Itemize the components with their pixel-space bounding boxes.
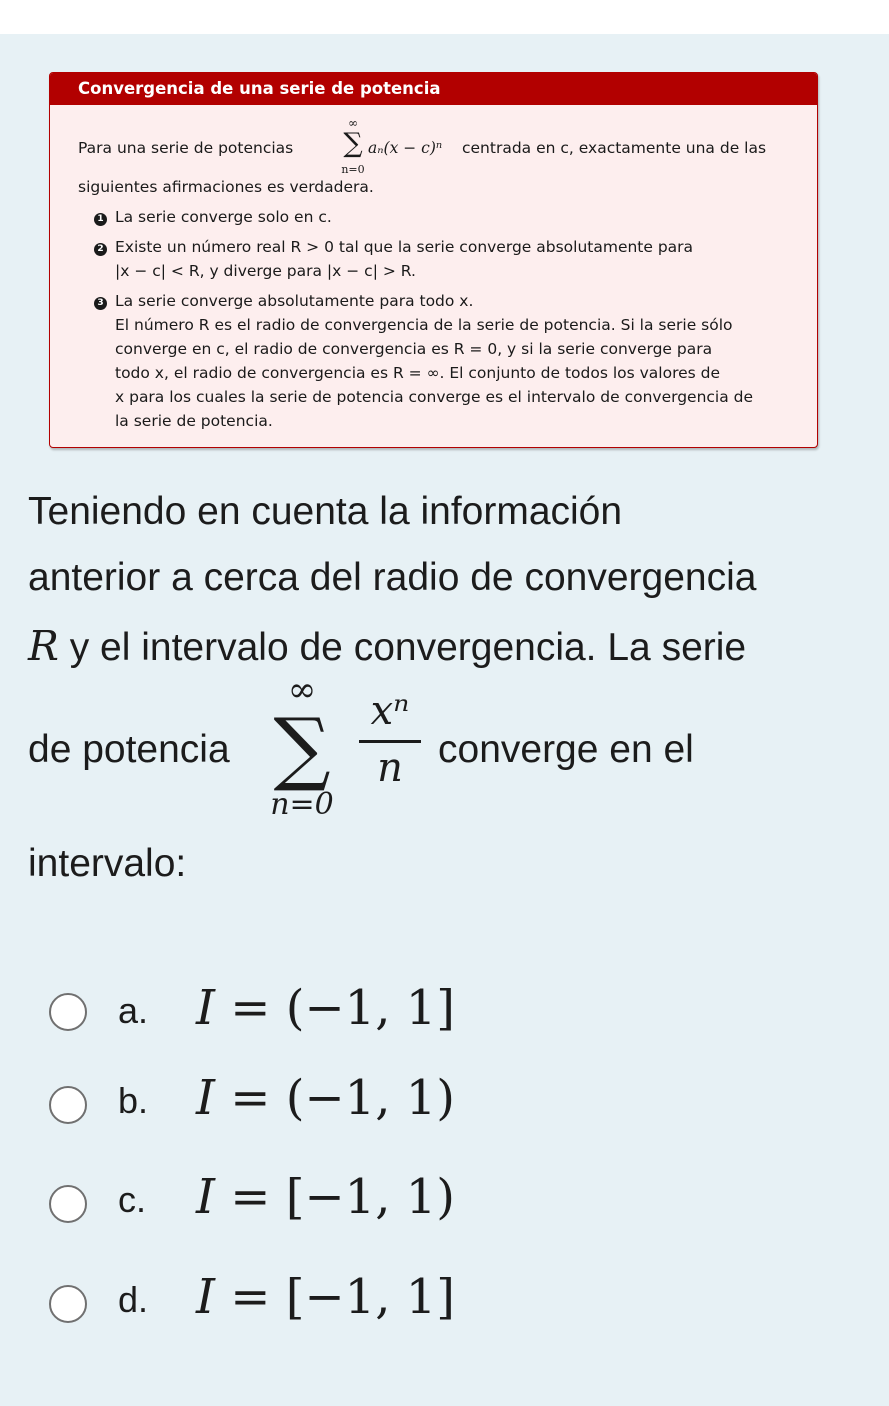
bullet-2-icon: 2 xyxy=(94,243,107,256)
theorem-note-line: converge en c, el radio de convergencia es R = 0, y si la serie converge para xyxy=(115,340,713,358)
theorem-item-2-cont: |x − c| < R, y diverge para |x − c| > R. xyxy=(115,262,416,280)
theorem-item-2: 2 Existe un número real R > 0 tal que la serie converge absolutamente para xyxy=(94,238,693,256)
option-c-expression: I = [−1, 1) xyxy=(196,1169,455,1225)
theorem-intro-start: Para una serie de potencias xyxy=(78,139,294,157)
theorem-note-line: todo x, el radio de convergencia es R = ∞. El conjunto de todos los valores de xyxy=(115,364,721,382)
series-sum-sign: ∑ xyxy=(273,701,331,794)
question-line: de potencia xyxy=(28,728,230,771)
option-b-letter: b. xyxy=(118,1080,149,1121)
question-line: Teniendo en cuenta la información xyxy=(28,490,623,533)
theorem-note-line: El número R es el radio de convergencia de la serie de potencia. Si la serie sólo xyxy=(115,316,733,334)
option-d-expression: I = [−1, 1] xyxy=(196,1269,455,1325)
option-d-letter: d. xyxy=(118,1279,149,1320)
theorem-item-3: 3 La serie converge absolutamente para todo x. xyxy=(94,292,473,310)
theorem-box xyxy=(49,72,818,448)
option-c-letter: c. xyxy=(118,1179,147,1220)
theorem-intro-end: centrada en c, exactamente una de las xyxy=(462,139,767,157)
bullet-3-icon: 3 xyxy=(94,297,107,310)
theorem-sum-bottom: n=0 xyxy=(341,163,365,176)
series-sum-top: ∞ xyxy=(287,670,317,710)
theorem-sum-top: ∞ xyxy=(348,116,358,130)
theorem-intro-line2: siguientes afirmaciones es verdadera. xyxy=(78,178,374,196)
option-a-radio[interactable] xyxy=(49,993,87,1031)
radius-variable: R xyxy=(28,622,59,670)
option-b-radio[interactable] xyxy=(49,1086,87,1124)
series-sum xyxy=(262,670,342,833)
theorem-title: Convergencia de una serie de potencia xyxy=(50,73,817,105)
series-fraction xyxy=(355,688,425,793)
question-line: R y el intervalo de convergencia. La serie xyxy=(28,622,747,670)
theorem-note-line: x para los cuales la serie de potencia converge es el intervalo de convergencia de xyxy=(115,388,754,406)
question-line: intervalo: xyxy=(28,842,187,885)
option-c-radio[interactable] xyxy=(49,1185,87,1223)
theorem-item-1: 1 La serie converge solo en c. xyxy=(94,208,332,226)
question-line: anterior a cerca del radio de convergencia xyxy=(28,556,757,599)
question-line: converge en el xyxy=(438,728,694,771)
series-sum-bottom: n=0 xyxy=(270,787,334,822)
series-denominator: n xyxy=(377,745,403,791)
series-numerator: xⁿ xyxy=(370,688,410,734)
option-b-expression: I = (−1, 1) xyxy=(196,1070,455,1126)
theorem-note-line: la serie de potencia. xyxy=(115,412,273,430)
theorem-sum-sign: ∑ xyxy=(343,128,363,159)
option-d-radio[interactable] xyxy=(49,1285,87,1323)
theorem-term: aₙ(x − c)ⁿ xyxy=(368,139,443,157)
bullet-1-icon: 1 xyxy=(94,213,107,226)
option-a-expression: I = (−1, 1] xyxy=(196,980,455,1036)
option-a-letter: a. xyxy=(118,990,149,1031)
